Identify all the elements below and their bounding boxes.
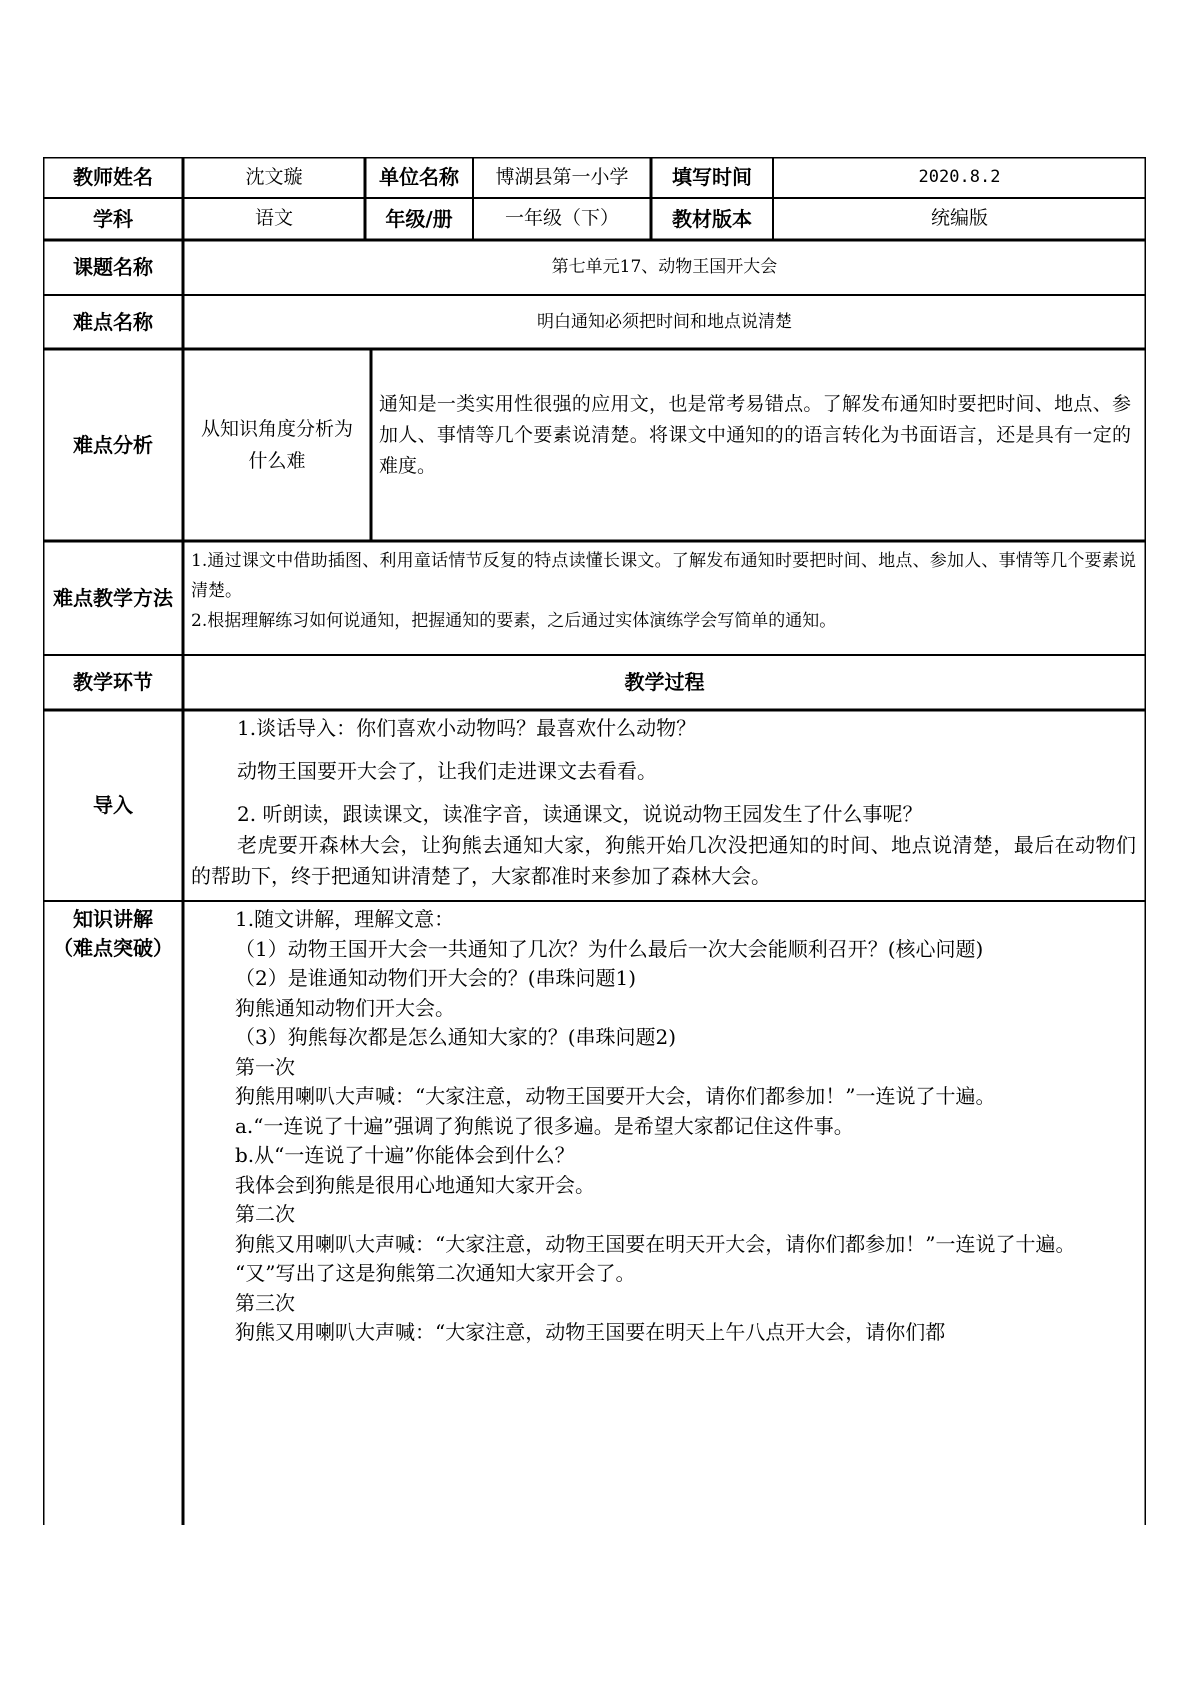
analysis-text: 通知是一类实用性很强的应用文，也是常考易错点。了解发布通知时要把时间、地点、参加人、事情等几个要素说清楚。将课文中通知的的语言转化为书面语言，还是具有一定的难度。 <box>379 393 1131 477</box>
knowledge-paragraph: b.从“一连说了十遍”你能体会到什么？ <box>235 1143 575 1167</box>
knowledge-paragraph: 第一次 <box>235 1054 295 1079</box>
topic-label: 课题名称 <box>73 255 153 279</box>
intro-text <box>191 713 1136 892</box>
difficulty-value: 明白通知必须把时间和地点说清楚 <box>537 311 792 332</box>
knowledge-paragraph: 狗熊通知动物们开大会。 <box>235 995 455 1020</box>
intro-paragraph-3: 2. 听朗读，跟读课文，读准字音，读通课文，说说动物王园发生了什么事呢？ <box>237 802 923 826</box>
edition-label: 教材版本 <box>672 206 752 231</box>
method-line-2: 2.根据理解练习如何说通知，把握通知的要素，之后通过实体演练学会写简单的通知。 <box>191 611 837 631</box>
teacher-name-label: 教师姓名 <box>73 165 153 189</box>
edition-value: 统编版 <box>930 207 988 230</box>
lesson-plan-table <box>43 157 1146 1525</box>
intro-paragraph-2: 动物王国要开大会了，让我们走进课文去看看。 <box>237 759 657 783</box>
teacher-name-value: 沈文璇 <box>245 165 303 188</box>
fill-date-label: 填写时间 <box>672 165 752 189</box>
knowledge-paragraph: 狗熊用喇叭大声喊：“大家注意，动物王国要开大会，请你们都参加！”一连说了十遍。 <box>235 1084 996 1108</box>
subject-label: 学科 <box>93 206 133 231</box>
knowledge-paragraph: a.“一连说了十遍”强调了狗熊说了很多遍。是希望大家都记住这件事。 <box>235 1113 854 1138</box>
knowledge-paragraph: 第三次 <box>235 1290 295 1315</box>
intro-paragraph-1: 1.谈话导入：你们喜欢小动物吗？最喜欢什么动物？ <box>237 716 697 740</box>
unit-name-value: 博湖县第一小学 <box>495 165 629 188</box>
intro-label: 导入 <box>93 793 133 817</box>
knowledge-paragraph: 狗熊又用喇叭大声喊：“大家注意，动物王国要在明天上午八点开大会，请你们都 <box>235 1320 946 1344</box>
method-line-1: 1.通过课文中借助插图、利用童话情节反复的特点读懂长课文。了解发布通知时要把时间、地点、参加人、事情等几个要素说清楚。 <box>191 551 1136 601</box>
unit-name-label: 单位名称 <box>379 165 459 189</box>
knowledge-paragraph: （1）动物王国开大会一共通知了几次？为什么最后一次大会能顺利召开？(核心问题) <box>235 936 984 961</box>
section-header-label: 教学环节 <box>73 670 153 694</box>
knowledge-paragraph: 狗熊又用喇叭大声喊：“大家注意，动物王国要在明天开大会，请你们都参加！”一连说了十遍。 <box>235 1231 1076 1256</box>
grade-label: 年级/册 <box>385 206 453 231</box>
intro-paragraph-4: 老虎要开森林大会，让狗熊去通知大家，狗熊开始几次没把通知的时间、地点说清楚，最后在动物们的帮助下，终于把通知讲清楚了，大家都准时来参加了森林大会。 <box>191 833 1136 888</box>
knowledge-paragraph: （2）是谁通知动物们开大会的？(串珠问题1) <box>235 966 637 990</box>
analysis-sub-label: 从知识角度分析为什么难 <box>200 418 353 472</box>
difficulty-label: 难点名称 <box>73 309 153 334</box>
knowledge-paragraph: 我体会到狗熊是很用心地通知大家开会。 <box>235 1172 595 1197</box>
knowledge-paragraph: 1.随文讲解，理解文意： <box>235 907 455 931</box>
knowledge-label <box>43 905 183 963</box>
method-text <box>191 546 1136 636</box>
topic-value: 第七单元17、动物王国开大会 <box>551 257 778 277</box>
fill-date-value: 2020.8.2 <box>918 167 1001 188</box>
analysis-label: 难点分析 <box>73 432 153 457</box>
section-header-value: 教学过程 <box>624 670 705 694</box>
subject-value: 语文 <box>254 207 293 230</box>
method-label: 难点教学方法 <box>53 585 173 610</box>
knowledge-paragraph: “又”写出了这是狗熊第二次通知大家开会了。 <box>235 1261 636 1285</box>
knowledge-label-line-2: （难点突破） <box>53 936 173 960</box>
grade-value: 一年级（下） <box>504 207 619 230</box>
knowledge-text <box>191 905 1136 1348</box>
knowledge-paragraph: 第二次 <box>235 1202 295 1226</box>
knowledge-label-line-1: 知识讲解 <box>73 907 153 931</box>
knowledge-paragraph: （3）狗熊每次都是怎么通知大家的？(串珠问题2) <box>235 1025 677 1049</box>
